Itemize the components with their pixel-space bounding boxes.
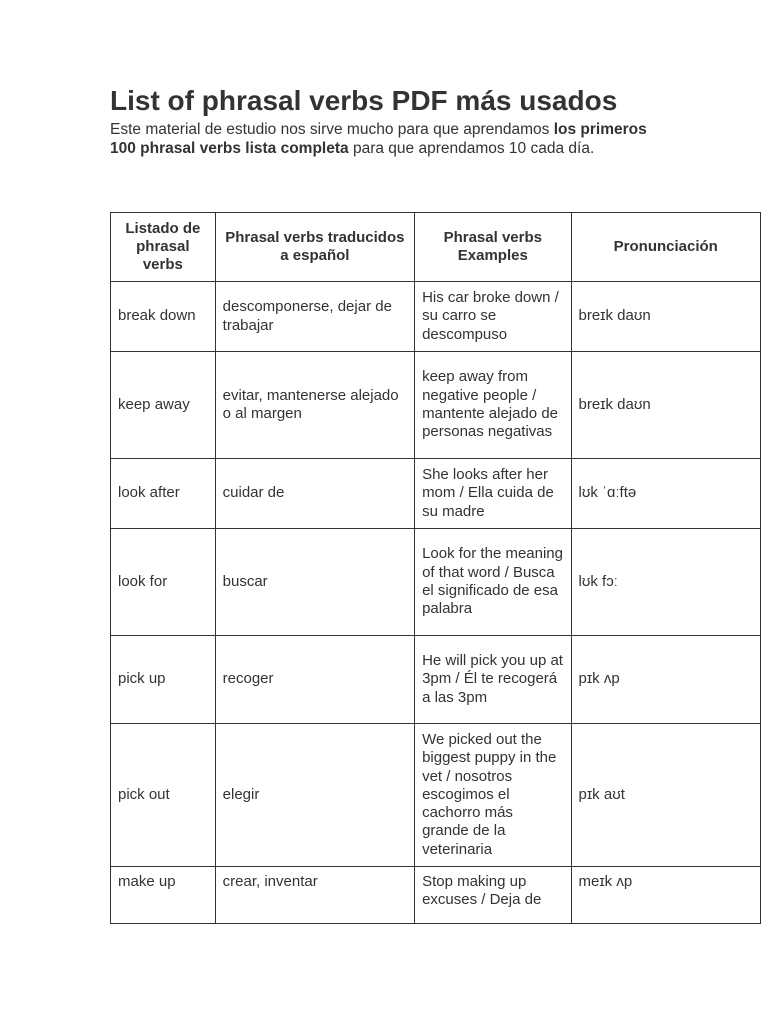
cell-pronunciation: pɪk ʌp [571,636,761,724]
cell-verb: break down [111,282,216,352]
table-row [111,352,761,459]
cell-pronunciation: breɪk daʊn [571,282,761,352]
cell-translation: descomponerse, dejar de trabajar [215,282,414,352]
cell-verb: look for [111,529,216,636]
cell-example [415,867,571,924]
document-body [110,84,760,158]
cell-pronunciation: lʊk fɔː [571,529,761,636]
cell-translation: evitar, mantenerse alejado o al margen [215,352,414,459]
table-row [111,867,761,924]
cell-pronunciation: meɪk ʌp [571,867,761,924]
header-verb-list: Listado de phrasal verbs [111,213,216,282]
cell-example: Look for the meaning of that word / Busca el significado de esa palabra [415,529,571,636]
cell-translation: elegir [215,724,414,867]
cell-verb: pick up [111,636,216,724]
cell-verb: make up [111,867,216,924]
header-translation: Phrasal verbs traducidos a español [215,213,414,282]
cell-pronunciation: lʊk ˈɑːftə [571,459,761,529]
table-row [111,459,761,529]
cell-example: He will pick you up at 3pm / Él te recogerá a las 3pm [415,636,571,724]
cell-translation: buscar [215,529,414,636]
cell-translation: cuidar de [215,459,414,529]
intro-text-end: para que aprendamos 10 cada día. [348,139,595,157]
header-examples: Phrasal verbs Examples [415,213,571,282]
table-row [111,636,761,724]
cell-example: keep away from negative people / mantente alejado de personas negativas [415,352,571,459]
page-title: List of phrasal verbs PDF más usados [110,85,618,116]
intro-paragraph [110,121,650,158]
header-pronunciation: Pronunciación [571,213,761,282]
cell-verb: look after [111,459,216,529]
table-row [111,724,761,867]
table-header-row [111,213,761,282]
cell-verb: keep away [111,352,216,459]
cell-translation: recoger [215,636,414,724]
intro-bold-text: los primeros 100 phrasal verbs lista completa [110,121,647,157]
cell-example: We picked out the biggest puppy in the vet / nosotros escogimos el cachorro más grande de la veterinaria [415,724,571,867]
phrasal-verbs-table [110,212,761,924]
table-row [111,529,761,636]
cell-example: She looks after her mom / Ella cuida de su madre [415,459,571,529]
intro-text: Este material de estudio nos sirve mucho para que aprendamos [110,121,554,138]
table-row [111,282,761,352]
cell-pronunciation: breɪk daʊn [571,352,761,459]
cell-pronunciation: pɪk aʊt [571,724,761,867]
cell-example: His car broke down / su carro se descompuso [415,282,571,352]
cell-example-text: Stop making up excuses / Deja de [422,873,542,909]
cell-translation: crear, inventar [215,867,414,924]
cell-verb: pick out [111,724,216,867]
